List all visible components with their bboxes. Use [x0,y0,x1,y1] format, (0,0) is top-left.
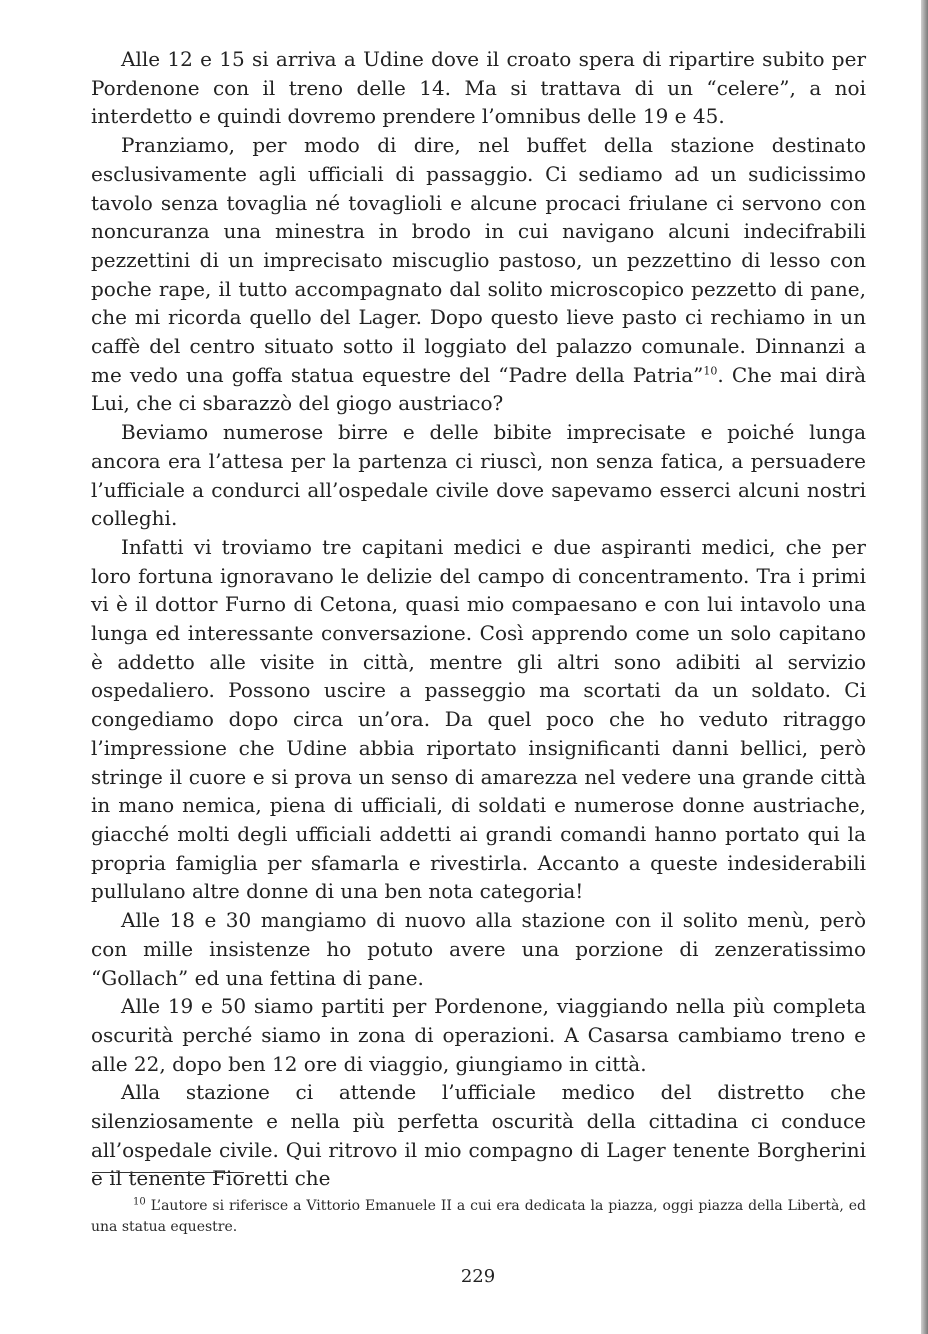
paragraph [91,131,866,418]
page-number: 229 [460,1266,496,1287]
paragraph: Infatti vi troviamo tre capitani medici e due aspiranti medici, che per loro fortuna ignoravano le delizie del campo di concentramento. Tra i primi vi è il dottor Furno di Cetona, quasi mio compaesano e con lui intavolo una lunga ed interessante conversazione. Così apprendo come un solo capitano è addetto alle visite in città, mentre gli altri sono adibiti al servizio ospedaliero. Possono uscire a passeggio ma scortati da un soldato. Ci congediamo dopo circa un’ora. Da quel poco che ho veduto ritraggo l’impressione che Udine abbia riportato insignificanti danni bellici, però stringe il cuore e si prova un senso di amarezza nel vedere una grande città in mano nemica, piena di ufficiali, di soldati e numerose donne austriache, giacché molti degli ufficiali addetti ai grandi comandi hanno portato qui la propria famiglia per sfamarla e rivestirla. Accanto a queste indesiderabili pullulano altre donne di una ben nota categoria! [91,534,866,904]
paragraph: Alle 12 e 15 si arriva a Udine dove il croato spera di ripartire subito per Pordenone con il treno delle 14. Ma si trattava di un “celere”, a noi interdetto e quindi dovremo prendere l’omnibus delle 19 e 45. [91,47,866,129]
paragraph: Alle 18 e 30 mangiamo di nuovo alla stazione con il solito menù, però con mille insistenze ho potuto avere una porzione di zenzeratissimo “Gollach” ed una fettina di pane. [91,908,866,990]
paragraph: Alla stazione ci attende l’ufficiale medico del distretto che silenziosamente e nella più perfetta oscurità della cittadina ci conduce all’ospedale civile. Qui ritrovo il mio compagno di Lager tenente Borgherini e il tenente Fioretti che [91,1080,866,1191]
body-text [91,45,866,1193]
paragraph-text: Pranziamo, per modo di dire, nel buffet della stazione destinato esclusivamente agli ufficiali di passaggio. Ci sediamo ad un sudicissimo tavolo senza tovaglia né tovaglioli e alcune procaci friulane ci servono con noncuranza una minestra in brodo in cui navigano alcuni indecifrabili pezzettini di un imprecisato miscuglio pastoso, un pezzettino di lesso con poche rape, il tutto accompagnato dal solito microscopico pezzetto di pane, che mi ricorda quello del Lager. Dopo questo lieve pasto ci rechiamo in un caffè del centro situato sotto il loggiato del palazzo comunale. Dinnanzi a me vedo una goffa statua equestre del “Padre della Patria” [91,133,866,387]
paragraph: Beviamo numerose birre e delle bibite imprecisate e poiché lunga ancora era l’attesa per la partenza ci riuscì, non senza fatica, a persuadere l’ufficiale a condurci all’ospedale civile dove sapevamo esserci alcuni nostri colleghi. [91,420,866,531]
footnote-text: L’autore si riferisce a Vittorio Emanuele II a cui era dedicata la piazza, oggi piazza della Libertà, ed una statua equestre. [91,1198,866,1235]
footnote-reference[interactable]: 10 [703,364,718,378]
footnote [91,1196,866,1238]
paragraph-text-continued: . Che mai dirà Lui, che ci sbarazzò del giogo austriaco? [91,362,866,416]
paragraph: Alle 19 e 50 siamo partiti per Pordenone, viaggiando nella più completa oscurità perché siamo in zona di operazioni. A Casarsa cambiamo treno e alle 22, dopo ben 12 ore di viaggio, giungiamo in città. [91,994,866,1076]
footnote-separator [92,1172,244,1173]
footnote-number: 10 [133,1196,146,1208]
page-edge-shadow [921,0,928,1334]
